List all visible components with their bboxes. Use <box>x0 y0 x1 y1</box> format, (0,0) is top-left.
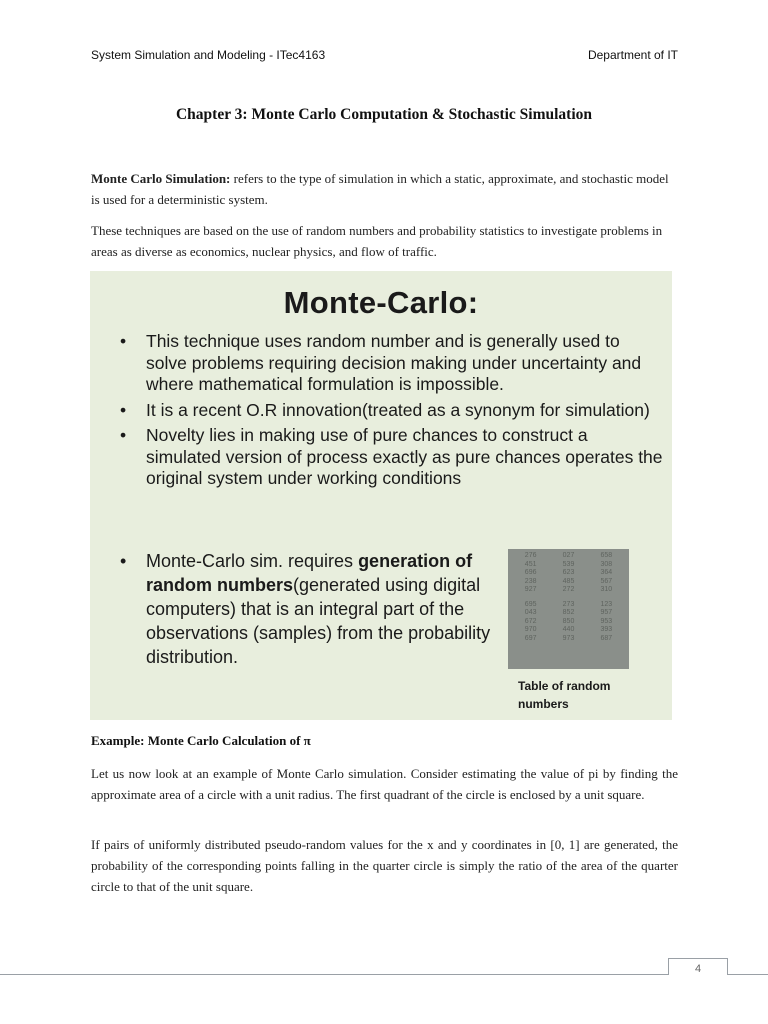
definition-term: Monte Carlo Simulation: <box>91 171 231 186</box>
slide-bullet-random-numbers: • Monte-Carlo sim. requires generation of random numbers(generated using digital computers) that is an integral part of the observations (samples) from the probability distribution. <box>120 551 491 667</box>
table-row: 238 485 567 <box>524 577 613 585</box>
example-heading: Example: Monte Carlo Calculation of π <box>91 733 311 748</box>
page-number: 4 <box>668 958 728 975</box>
bullet-dot-icon: • <box>120 331 127 351</box>
table-caption: Table of random numbers <box>518 679 611 711</box>
footer-divider <box>0 974 768 975</box>
definition-text: refers to the type of simulation in which a static, approximate, and stochastic model is used for a deterministic system. <box>91 171 669 207</box>
running-header-course: System Simulation and Modeling - ITec4163 <box>91 48 326 62</box>
running-header-department: Department of IT <box>587 48 678 62</box>
intro-paragraph: These techniques are based on the use of random numbers and probability statistics to investigate problems in areas as diverse as economics, nuclear physics, and flow of traffic. <box>91 223 663 259</box>
slide-bullet: • This technique uses random number and is generally used to solve problems requiring decision making under uncertainty and where mathematical formulation is impossible. <box>120 331 642 394</box>
table-row: 970 440 393 <box>524 626 613 633</box>
bullet-dot-icon: • <box>120 551 127 571</box>
example-paragraph: Let us now look at an example of Monte Carlo simulation. Consider estimating the value of pi by finding the approximate area of a circle with a unit radius. The first quadrant of the circle is enclosed by a unit square. <box>91 766 678 802</box>
table-row: 276 027 658 <box>524 552 613 559</box>
table-row: 695 273 123 <box>524 600 613 608</box>
chapter-title: Chapter 3: Monte Carlo Computation & Stochastic Simulation <box>175 106 593 123</box>
random-number-table-image <box>508 549 629 669</box>
table-row: 043 852 957 <box>524 609 613 616</box>
example-paragraph: If pairs of uniformly distributed pseudo-random values for the x and y coordinates in [0, 1] are generated, the probability of the corresponding points falling in the quarter circle is simply the ratio of the area of the quarter circle to that of the unit square. <box>91 837 678 894</box>
monte-carlo-slide-image <box>90 271 672 720</box>
table-row: 696 623 364 <box>524 569 613 576</box>
table-row: 672 850 953 <box>524 617 613 625</box>
table-row: 697 973 687 <box>524 634 613 642</box>
slide-bullet-list <box>120 331 665 494</box>
slide-title: Monte-Carlo: <box>283 285 479 320</box>
bullet-dot-icon: • <box>120 399 127 420</box>
definition-paragraph <box>91 168 678 210</box>
bullet-dot-icon: • <box>120 425 127 445</box>
slide-bullet: • Novelty lies in making use of pure chances to construct a simulated version of process exactly as pure chances operates the original system under working conditions <box>120 425 663 488</box>
table-row: 927 272 310 <box>524 586 613 593</box>
table-row: 451 539 308 <box>524 560 613 568</box>
slide-bullet: • It is a recent O.R innovation(treated as a synonym for simulation) <box>120 399 650 420</box>
